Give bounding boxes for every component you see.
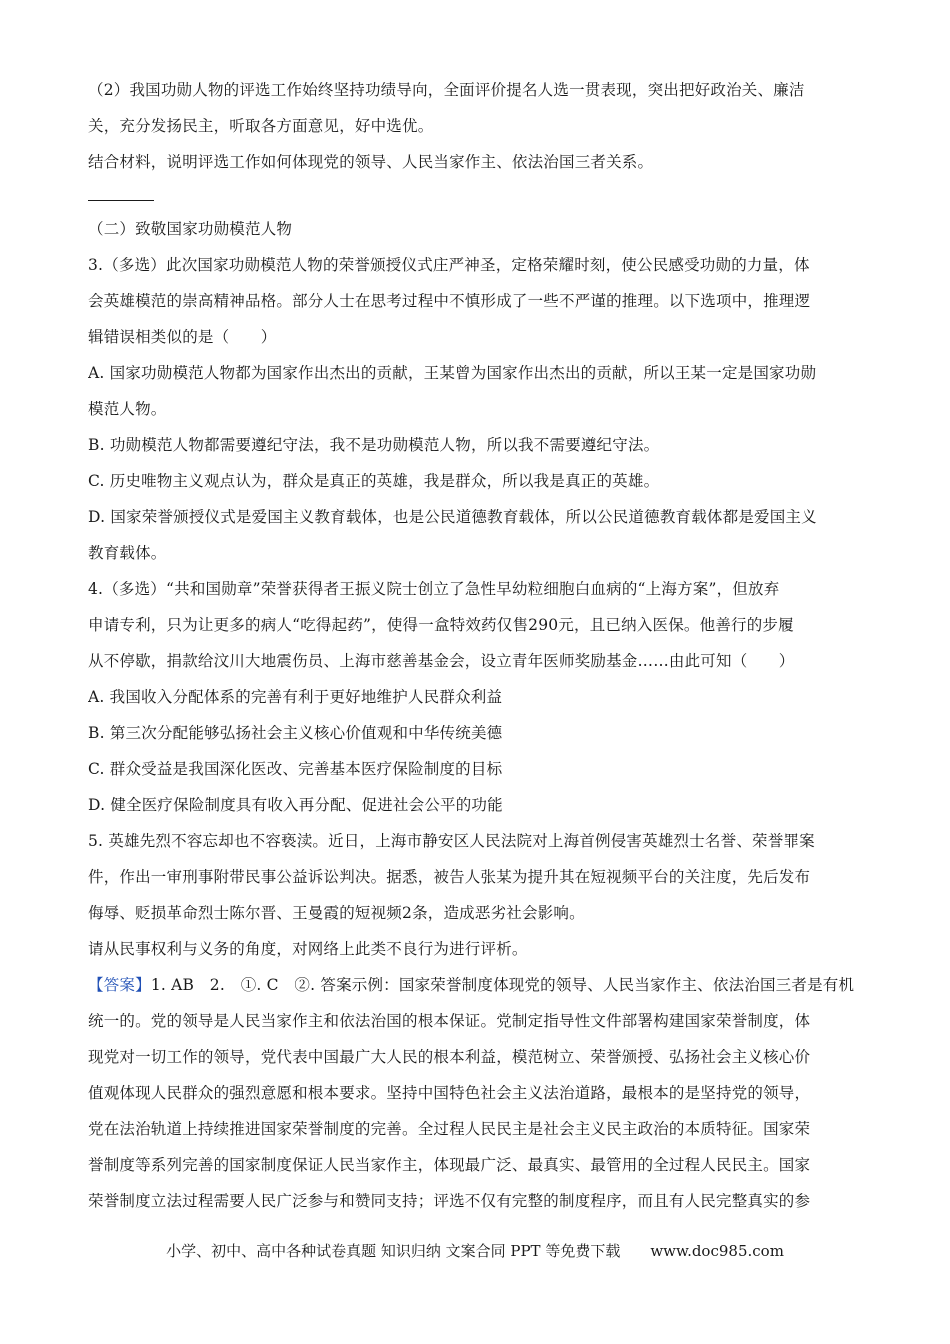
answer-line: 值观体现人民群众的强烈意愿和根本要求。坚持中国特色社会主义法治道路，最根本的是坚持党的领导，: [88, 1084, 811, 1102]
text-line: 从不停歇，捐款给汶川大地震伤员、上海市慈善基金会，设立青年医师奖励基金……由此可知（ ）: [88, 652, 795, 670]
option-a: A. 我国收入分配体系的完善有利于更好地维护人民群众利益: [88, 688, 503, 706]
option-b: B. 第三次分配能够弘扬社会主义核心价值观和中华传统美德: [88, 724, 503, 742]
answer-line: 党在法治轨道上持续推进国家荣誉制度的完善。全过程人民民主是社会主义民主政治的本质特征。国家荣: [88, 1120, 811, 1138]
document-body: [88, 72, 868, 1219]
text-line: 教育载体。: [88, 544, 167, 562]
text-line: （2）我国功勋人物的评选工作始终坚持功绩导向，全面评价提名人选一贯表现，突出把好政治关、廉洁: [88, 81, 805, 99]
text-line: 模范人物。: [88, 400, 167, 418]
option-c: C. 历史唯物主义观点认为，群众是真正的英雄，我是群众，所以我是真正的英雄。: [88, 472, 660, 490]
answer-line: 荣誉制度立法过程需要人民广泛参与和赞同支持；评选不仅有完整的制度程序，而且有人民完整真实的参: [88, 1192, 811, 1210]
text-line: 关，充分发扬民主，听取各方面意见，好中选优。: [88, 117, 434, 135]
question-5: 5. 英雄先烈不容忘却也不容亵渎。近日，上海市静安区人民法院对上海首例侵害英雄烈士名誉、荣誉罪案: [88, 832, 815, 850]
text-line: 件，作出一审刑事附带民事公益诉讼判决。据悉，被告人张某为提升其在短视频平台的关注度，先后发布: [88, 868, 811, 886]
option-d: D. 健全医疗保险制度具有收入再分配、促进社会公平的功能: [88, 796, 503, 814]
answer-line: 誉制度等系列完善的国家制度保证人民当家作主，体现最广泛、最真实、最管用的全过程人民民主。国家: [88, 1156, 811, 1174]
option-d: D. 国家荣誉颁授仪式是爱国主义教育载体，也是公民道德教育载体，所以公民道德教育载体都是爱国主义: [88, 508, 817, 526]
option-a: A. 国家功勋模范人物都为国家作出杰出的贡献，王某曾为国家作出杰出的贡献，所以王某一定是国家功勋: [88, 364, 817, 382]
section-heading: （二）致敬国家功勋模范人物: [88, 220, 293, 238]
answer-line: 统一的。党的领导是人民当家作主和依法治国的根本保证。党制定指导性文件部署构建国家荣誉制度，体: [88, 1012, 811, 1030]
text-line: 请从民事权利与义务的角度，对网络上此类不良行为进行评析。: [88, 940, 528, 958]
answer-blank-line: [88, 200, 154, 201]
text-line: 结合材料，说明评选工作如何体现党的领导、人民当家作主、依法治国三者关系。: [88, 153, 654, 171]
answer-tag: 【答案】: [88, 976, 151, 994]
answer-line: 现党对一切工作的领导，党代表中国最广大人民的根本利益，模范树立、荣誉颁授、弘扬社会主义核心价: [88, 1048, 811, 1066]
page-footer: 小学、初中、高中各种试卷真题 知识归纳 文案合同 PPT 等免费下载 www.doc985.com: [166, 1242, 784, 1260]
question-4: 4.（多选）“共和国勋章”荣誉获得者王振义院士创立了急性早幼粒细胞白血病的“上海方案”，但放弃: [88, 580, 780, 598]
answer-first-line: [88, 967, 868, 1003]
answer-text: 1. AB 2. ①. C ②. 答案示例：国家荣誉制度体现党的领导、人民当家作主、依法治国三者是有机: [150, 976, 855, 994]
option-b: B. 功勋模范人物都需要遵纪守法，我不是功勋模范人物，所以我不需要遵纪守法。: [88, 436, 660, 454]
text-line: 辑错误相类似的是（ ）: [88, 328, 277, 346]
text-line: 申请专利，只为让更多的病人“吃得起药”，使得一盒特效药仅售290元，且已纳入医保。他善行的步履: [88, 616, 794, 634]
text-line: 会英雄模范的崇高精神品格。部分人士在思考过程中不慎形成了一些不严谨的推理。以下选项中，推理逻: [88, 292, 811, 310]
text-line: 侮辱、贬损革命烈士陈尔晋、王曼霞的短视频2条，造成恶劣社会影响。: [88, 904, 585, 922]
option-c: C. 群众受益是我国深化医改、完善基本医疗保险制度的目标: [88, 760, 503, 778]
question-3: 3.（多选）此次国家功勋模范人物的荣誉颁授仪式庄严神圣，定格荣耀时刻，使公民感受功勋的力量，体: [88, 256, 810, 274]
